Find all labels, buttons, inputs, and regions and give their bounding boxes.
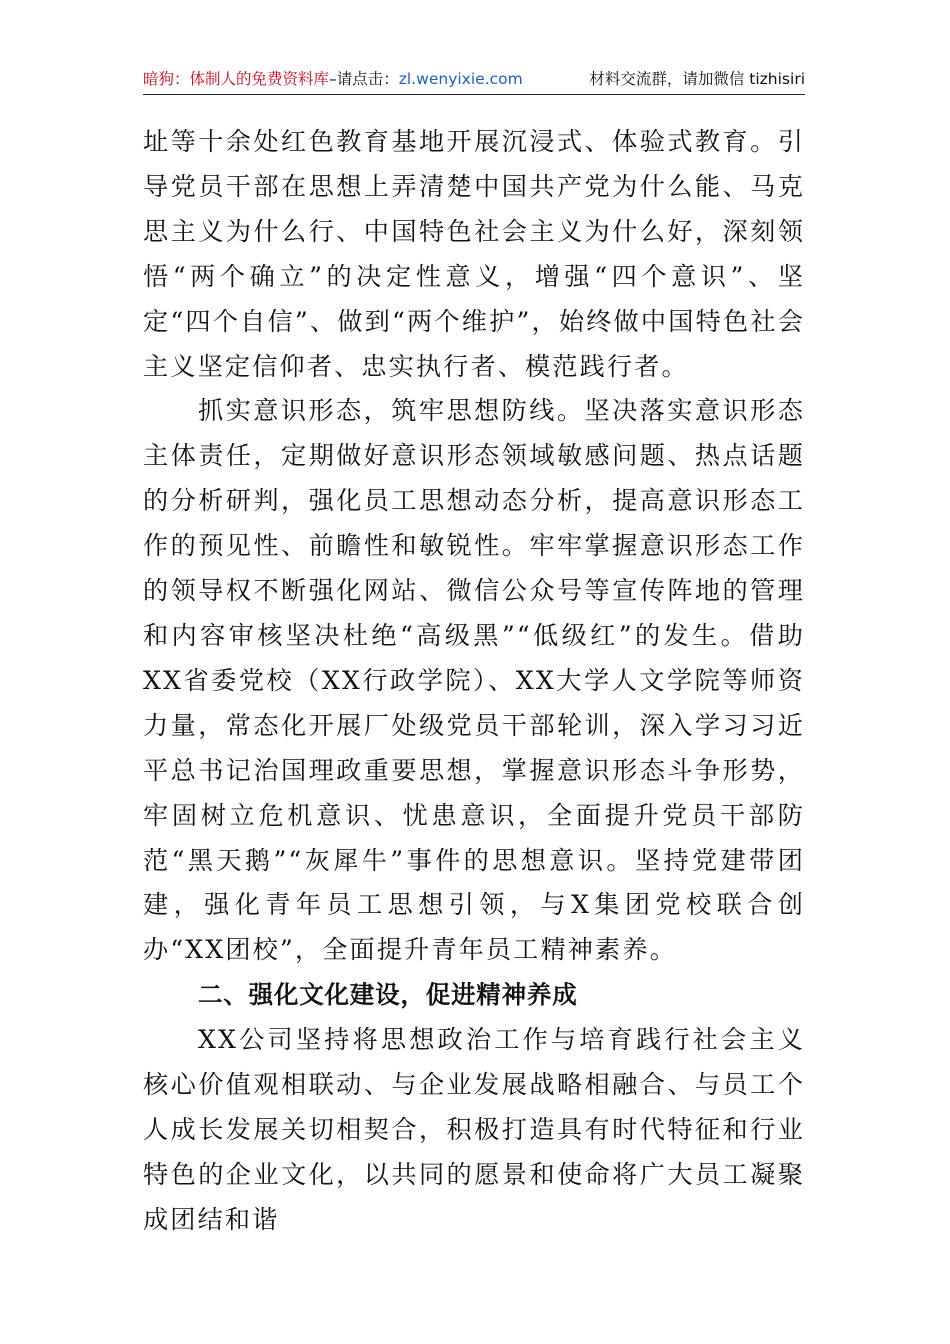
section-heading: 二、强化文化建设，促进精神养成	[198, 980, 578, 1010]
document-body	[143, 120, 805, 1243]
paragraph-culture: XX公司坚持将思想政治工作与培育践行社会主义核心价值观相联动、与企业发展战略相融合、与员工个人成长发展关切相契合，积极打造具有时代特征和行业特色的企业文化，以共同的愿景和使命将广大员工凝聚成团结和谐	[143, 1025, 805, 1234]
header-brand: 暗狗：体制人的免费资料库	[143, 70, 330, 88]
paragraph-continued: 址等十余处红色教育基地开展沉浸式、体验式教育。引导党员干部在思想上弄清楚中国共产党为什么能、马克思主义为什么行、中国特色社会主义为什么好，深刻领悟“两个确立”的决定性意义，增强“四个意识”、坚定“四个自信”、做到“两个维护”，始终做中国特色社会主义坚定信仰者、忠实执行者、模范践行者。	[143, 127, 805, 381]
paragraph-ideology: 抓实意识形态，筑牢思想防线。坚决落实意识形态主体责任，定期做好意识形态领域敏感问题、热点话题的分析研判，强化员工思想动态分析，提高意识形态工作的预见性、前瞻性和敏锐性。牢牢掌握意识形态工作的领导权不断强化网站、微信公众号等宣传阵地的管理和内容审核坚决杜绝“高级黑”“低级红”的发生。借助XX省委党校（XX行政学院）、XX大学人文学院等师资力量，常态化开展厂处级党员干部轮训，深入学习习近平总书记治国理政重要思想，掌握意识形态斗争形势，牢固树立危机意识、忧患意识，全面提升党员干部防范“黑天鹅”“灰犀牛”事件的思想意识。坚持党建带团建，强化青年员工思想引领，与X集团党校联合创办“XX团校”，全面提升青年员工精神素养。	[143, 396, 805, 965]
header-link[interactable]: zl.wenyixie.com	[398, 70, 523, 88]
header-note: 材料交流群，请加微信 tizhisiri	[589, 70, 805, 88]
header-prompt: –请点击：	[329, 70, 399, 88]
page-header	[143, 64, 805, 95]
